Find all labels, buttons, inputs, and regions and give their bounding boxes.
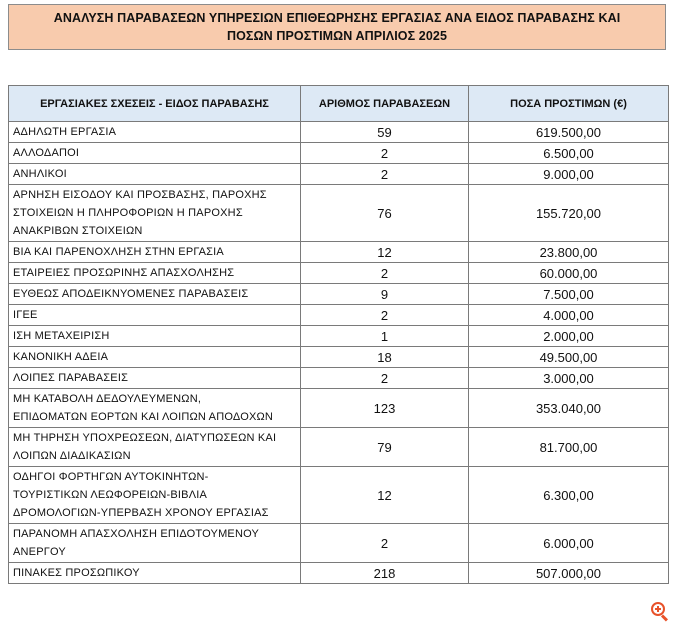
violation-category-line: ΛΟΙΠΕΣ ΠΑΡΑΒΑΣΕΙΣ [13, 372, 129, 384]
table-row [9, 389, 669, 428]
violation-category-line: ΜΗ ΤΗΡΗΣΗ ΥΠΟΧΡΕΩΣΕΩΝ, ΔΙΑΤΥΠΩΣΕΩΝ ΚΑΙ [13, 432, 277, 444]
violations-count-cell: 2 [301, 143, 469, 164]
violation-category-cell [9, 467, 301, 524]
violations-count-cell: 18 [301, 347, 469, 368]
report-title-line-1: ΑΝΑΛΥΣΗ ΠΑΡΑΒΑΣΕΩΝ ΥΠΗΡΕΣΙΩΝ ΕΠΙΘΕΩΡΗΣΗΣ ΕΡΓΑΣΙΑΣ ΑΝΑ ΕΙΔΟΣ ΠΑΡΑΒΑΣΗΣ ΚΑΙ [53, 11, 621, 25]
violations-table [8, 85, 669, 584]
violation-category-cell [9, 389, 301, 428]
violation-category-cell [9, 122, 301, 143]
violation-category-cell [9, 563, 301, 584]
table-row [9, 263, 669, 284]
violations-count-cell: 76 [301, 185, 469, 242]
violations-count-cell: 2 [301, 305, 469, 326]
violations-count-cell: 2 [301, 263, 469, 284]
table-row [9, 563, 669, 584]
violation-category-line: ΔΡΟΜΟΛΟΓΙΩΝ-ΥΠΕΡΒΑΣΗ ΧΡΟΝΟΥ ΕΡΓΑΣΙΑΣ [13, 507, 269, 519]
header-fines: ΠΟΣΑ ΠΡΟΣΤΙΜΩΝ (€) [469, 86, 669, 122]
table-row [9, 368, 669, 389]
violation-category-cell [9, 143, 301, 164]
table-row [9, 143, 669, 164]
violation-category-cell [9, 347, 301, 368]
violation-category-line: ΕΥΘΕΩΣ ΑΠΟΔΕΙΚΝΥΟΜΕΝΕΣ ΠΑΡΑΒΑΣΕΙΣ [13, 288, 249, 300]
fines-amount-cell: 4.000,00 [469, 305, 669, 326]
header-category: ΕΡΓΑΣΙΑΚΕΣ ΣΧΕΣΕΙΣ - ΕΙΔΟΣ ΠΑΡΑΒΑΣΗΣ [9, 86, 301, 122]
fines-amount-cell: 49.500,00 [469, 347, 669, 368]
table-row [9, 305, 669, 326]
fines-amount-cell: 2.000,00 [469, 326, 669, 347]
violation-category-line: ΚΑΝΟΝΙΚΗ ΑΔΕΙΑ [13, 351, 109, 363]
violation-category-line: ΜΗ ΚΑΤΑΒΟΛΗ ΔΕΔΟΥΛΕΥΜΕΝΩΝ, [13, 393, 202, 405]
violation-category-cell [9, 326, 301, 347]
violation-category-line: ΙΣΗ ΜΕΤΑΧΕΙΡΙΣΗ [13, 330, 110, 342]
violations-count-cell: 59 [301, 122, 469, 143]
violation-category-line: ΕΠΙΔΟΜΑΤΩΝ ΕΟΡΤΩΝ ΚΑΙ ΛΟΙΠΩΝ ΑΠΟΔΟΧΩΝ [13, 411, 274, 423]
table-row [9, 326, 669, 347]
violations-count-cell: 2 [301, 164, 469, 185]
violation-category-cell [9, 284, 301, 305]
violation-category-line: ΤΟΥΡΙΣΤΙΚΩΝ ΛΕΩΦΟΡΕΙΩΝ-ΒΙΒΛΙΑ [13, 489, 208, 501]
header-violations: ΑΡΙΘΜΟΣ ΠΑΡΑΒΑΣΕΩΝ [301, 86, 469, 122]
violations-count-cell: 218 [301, 563, 469, 584]
zoom-in-icon-handle[interactable] [661, 614, 668, 621]
report-title-line-2: ΠΟΣΩΝ ΠΡΟΣΤΙΜΩΝ ΑΠΡΙΛΙΟΣ 2025 [226, 29, 448, 43]
violations-count-cell: 1 [301, 326, 469, 347]
fines-amount-cell: 6.500,00 [469, 143, 669, 164]
table-header-row [9, 86, 669, 122]
fines-amount-cell: 60.000,00 [469, 263, 669, 284]
violation-category-line: ΛΟΙΠΩΝ ΔΙΑΔΙΚΑΣΙΩΝ [13, 450, 131, 462]
violation-category-line: ΠΙΝΑΚΕΣ ΠΡΟΣΩΠΙΚΟΥ [13, 567, 140, 579]
table-row [9, 347, 669, 368]
violation-category-cell [9, 524, 301, 563]
fines-amount-cell: 507.000,00 [469, 563, 669, 584]
table-row [9, 185, 669, 242]
table-row [9, 122, 669, 143]
violation-category-line: ΑΝΗΛΙΚΟΙ [13, 168, 67, 180]
violation-category-line: ΑΝΑΚΡΙΒΩΝ ΣΤΟΙΧΕΙΩΝ [13, 225, 143, 237]
violations-count-cell: 123 [301, 389, 469, 428]
violations-count-cell: 2 [301, 524, 469, 563]
table-row [9, 524, 669, 563]
fines-amount-cell: 7.500,00 [469, 284, 669, 305]
violation-category-line: ΑΔΗΛΩΤΗ ΕΡΓΑΣΙΑ [13, 126, 117, 138]
violation-category-cell [9, 263, 301, 284]
violations-count-cell: 9 [301, 284, 469, 305]
fines-amount-cell: 3.000,00 [469, 368, 669, 389]
fines-amount-cell: 9.000,00 [469, 164, 669, 185]
table-row [9, 284, 669, 305]
violation-category-line: ΑΛΛΟΔΑΠΟΙ [13, 147, 80, 159]
violation-category-cell [9, 242, 301, 263]
violation-category-line: ΑΝΕΡΓΟΥ [13, 546, 66, 558]
violation-category-line: ΑΡΝΗΣΗ ΕΙΣΟΔΟΥ ΚΑΙ ΠΡΟΣΒΑΣΗΣ, ΠΑΡΟΧΗΣ [13, 189, 267, 201]
violation-category-cell [9, 368, 301, 389]
violation-category-line: ΟΔΗΓΟΙ ΦΟΡΤΗΓΩΝ ΑΥΤΟΚΙΝΗΤΩΝ- [13, 471, 209, 483]
violations-count-cell: 12 [301, 467, 469, 524]
table-row [9, 164, 669, 185]
violation-category-cell [9, 164, 301, 185]
fines-amount-cell: 6.000,00 [469, 524, 669, 563]
violation-category-line: ΠΑΡΑΝΟΜΗ ΑΠΑΣΧΟΛΗΣΗ ΕΠΙΔΟΤΟΥΜΕΝΟΥ [13, 528, 260, 540]
table-row [9, 242, 669, 263]
violation-category-cell [9, 428, 301, 467]
violation-category-line: ΕΤΑΙΡΕΙΕΣ ΠΡΟΣΩΡΙΝΗΣ ΑΠΑΣΧΟΛΗΣΗΣ [13, 267, 235, 279]
violations-count-cell: 2 [301, 368, 469, 389]
table-body [9, 122, 669, 584]
violation-category-line: ΣΤΟΙΧΕΙΩΝ Η ΠΛΗΡΟΦΟΡΙΩΝ Η ΠΑΡΟΧΗΣ [13, 207, 243, 219]
fines-amount-cell: 81.700,00 [469, 428, 669, 467]
fines-amount-cell: 23.800,00 [469, 242, 669, 263]
fines-amount-cell: 155.720,00 [469, 185, 669, 242]
fines-amount-cell: 619.500,00 [469, 122, 669, 143]
fines-amount-cell: 6.300,00 [469, 467, 669, 524]
violations-count-cell: 12 [301, 242, 469, 263]
violation-category-line: ΒΙΑ ΚΑΙ ΠΑΡΕΝΟΧΛΗΣΗ ΣΤΗΝ ΕΡΓΑΣΙΑ [13, 246, 224, 258]
violation-category-cell [9, 305, 301, 326]
table-row [9, 467, 669, 524]
table-row [9, 428, 669, 467]
fines-amount-cell: 353.040,00 [469, 389, 669, 428]
report-title-box [8, 4, 666, 50]
violation-category-line: ΙΓΕΕ [13, 309, 38, 321]
violation-category-cell [9, 185, 301, 242]
violations-count-cell: 79 [301, 428, 469, 467]
